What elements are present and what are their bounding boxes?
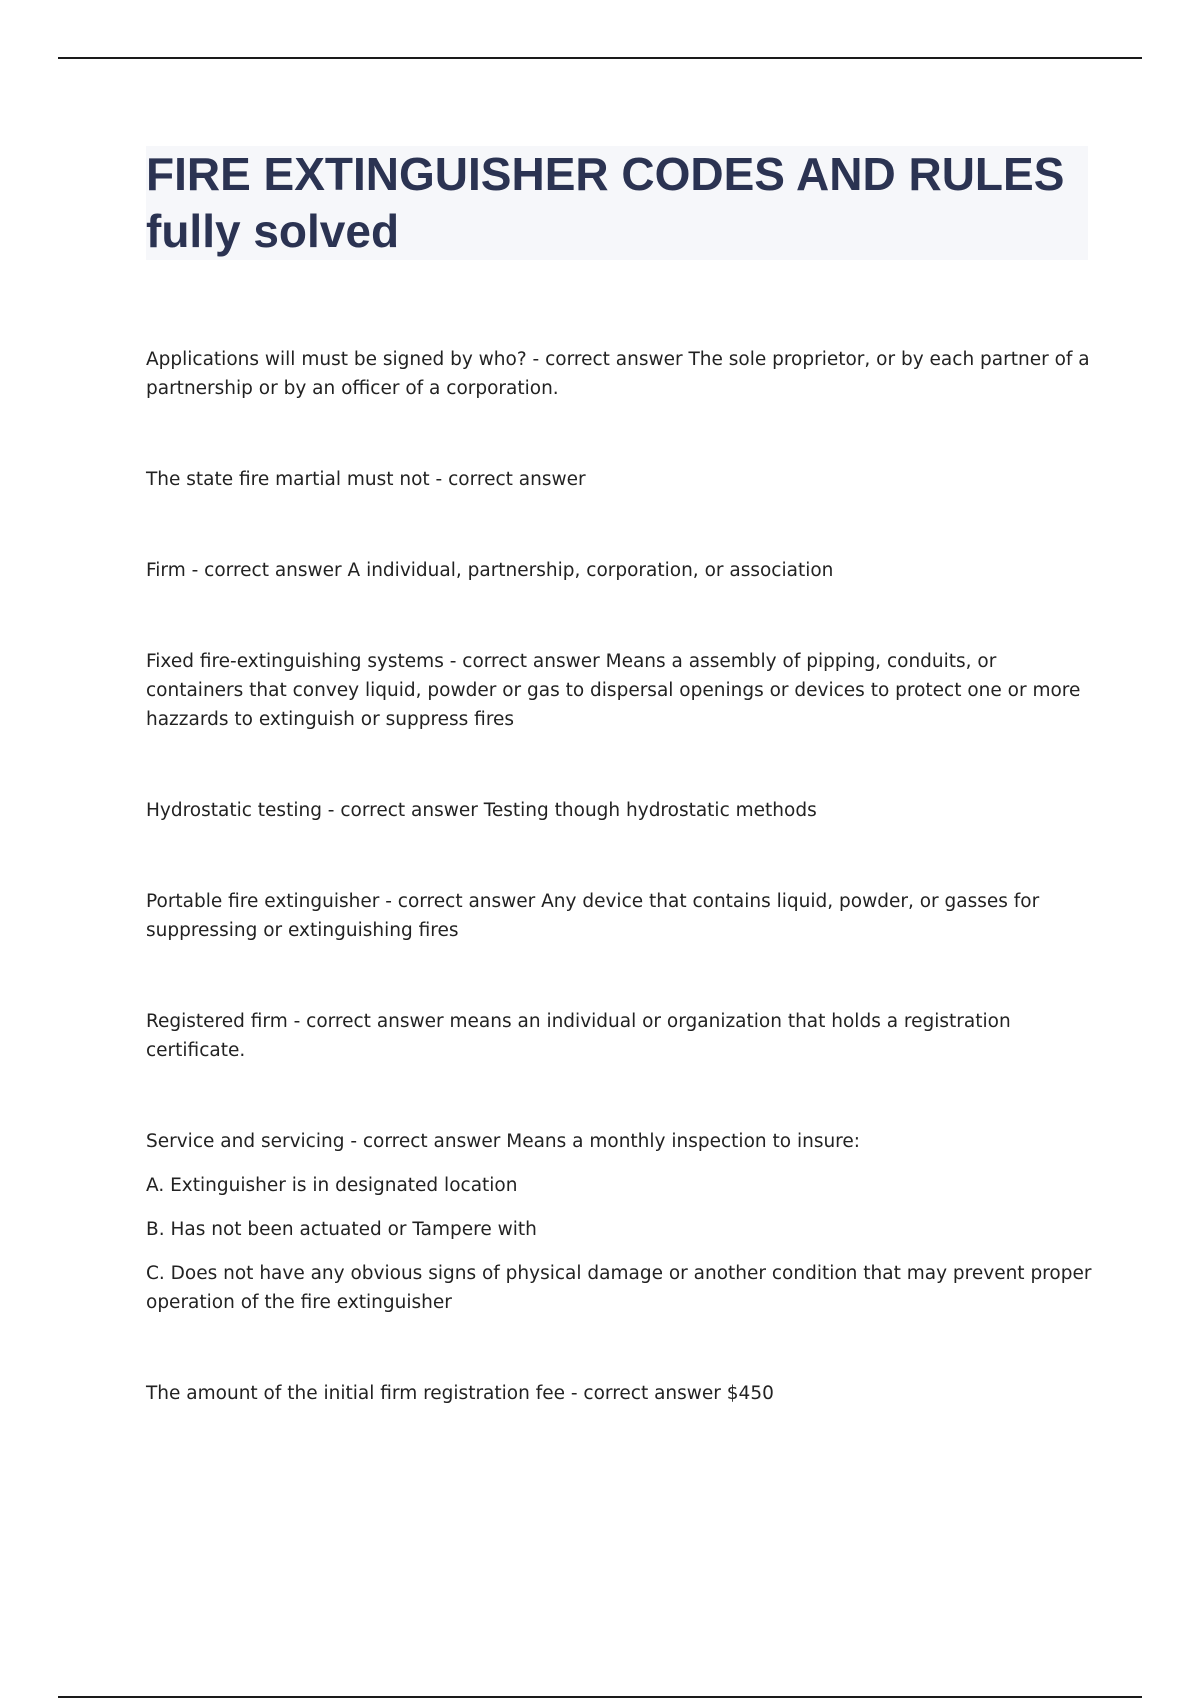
qa-text: Firm - correct answer A individual, partnership, corporation, or association: [146, 560, 834, 581]
top-rule: [58, 57, 1142, 59]
qa-entry: [146, 887, 1096, 945]
qa-entry: [146, 1007, 1096, 1065]
qa-text: Fixed fire-extinguishing systems - correct answer Means a assembly of pipping, conduits, or containers that convey liquid, powder or gas to dispersal openings or devices to protect one or more hazzards to extinguish or suppress fires: [146, 651, 1081, 730]
document-title: FIRE EXTINGUISHER CODES AND RULES fully solved: [146, 148, 1065, 257]
qa-entry: [146, 1127, 1096, 1317]
bottom-rule: [58, 1696, 1142, 1698]
qa-text: The state fire martial must not - correct answer: [146, 469, 586, 490]
qa-entry: [146, 1379, 1096, 1408]
document-body: [146, 345, 1096, 1470]
qa-list-item: B. Has not been actuated or Tampere with: [146, 1219, 537, 1240]
qa-list-item: A. Extinguisher is in designated location: [146, 1175, 518, 1196]
qa-entry: [146, 647, 1096, 734]
qa-text: Registered firm - correct answer means an individual or organization that holds a registration certificate.: [146, 1011, 1011, 1061]
qa-entry: [146, 465, 1096, 494]
qa-entry: [146, 345, 1096, 403]
title-block: [146, 146, 1088, 260]
qa-entry: [146, 796, 1096, 825]
qa-text: Applications will must be signed by who? - correct answer The sole proprietor, or by each partner of a partnership or by an officer of a corporation.: [146, 349, 1090, 399]
qa-text: The amount of the initial firm registration fee - correct answer $450: [146, 1383, 774, 1404]
qa-entry: [146, 556, 1096, 585]
qa-list-item: C. Does not have any obvious signs of physical damage or another condition that may prevent proper operation of the fire extinguisher: [146, 1263, 1092, 1313]
qa-text: Service and servicing - correct answer Means a monthly inspection to insure:: [146, 1131, 860, 1152]
qa-text: Portable fire extinguisher - correct answer Any device that contains liquid, powder, or gasses for suppressing or extinguishing fires: [146, 891, 1040, 941]
qa-text: Hydrostatic testing - correct answer Testing though hydrostatic methods: [146, 800, 817, 821]
